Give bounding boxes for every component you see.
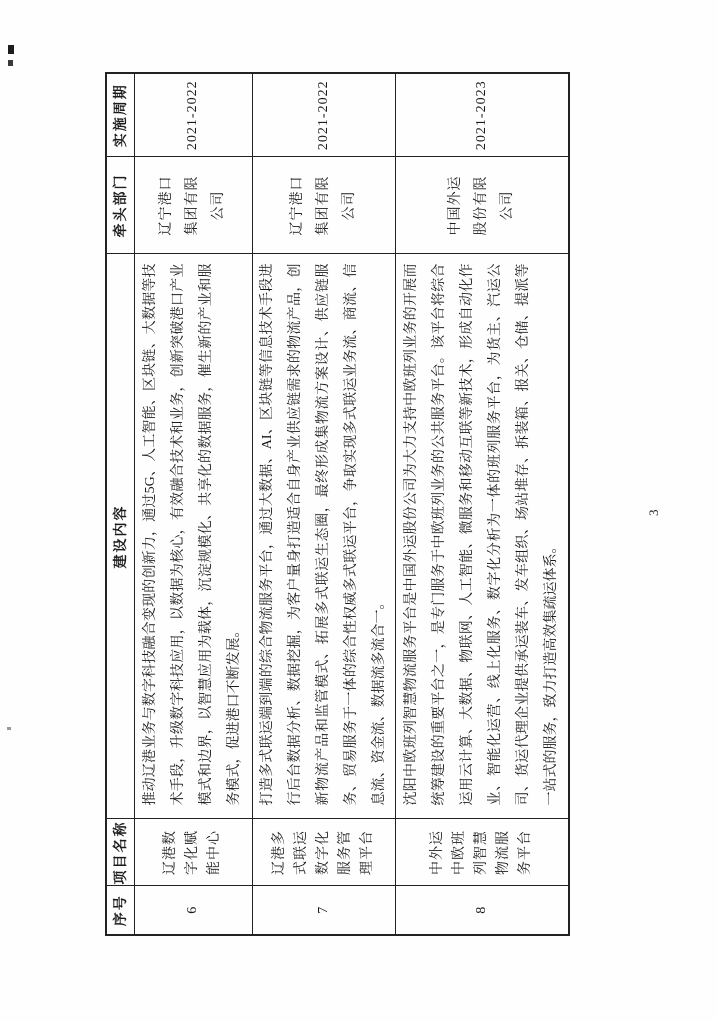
col-header-serial: 序号 [106, 886, 134, 935]
cell-lead-department: 辽宁港口集团有限公司 [252, 157, 395, 254]
cell-period: 2021-2023 [395, 73, 569, 157]
col-header-construction-content: 建设内容 [106, 254, 134, 819]
cell-construction-content: 打造多式联运端到端的综合物流服务平台，通过大数据、AI、区块链等信息技术手段进行后台数据分析、数据挖掘，为客户量身打造适合自身产业供应链需求的物流产品，创新物流产品和监管模式、拓展多式联运生态圈，最终形成集物流方案设计、供应链服务、贸易服务于一体的综合性权威多式联运平台，争取实现多式联运业务流、商流、信息流、资金流、数据流多流合一。 [252, 254, 395, 819]
project-plan-table [105, 72, 570, 936]
cell-serial: 8 [395, 886, 569, 935]
cell-lead-department: 辽宁港口集团有限公司 [134, 157, 252, 254]
table-row [395, 73, 569, 935]
cell-project-name: 辽港数字化赋能中心 [134, 819, 252, 886]
cell-period: 2021-2022 [252, 73, 395, 157]
col-header-period: 实施周期 [106, 73, 134, 157]
cell-construction-content: 沈阳中欧班列智慧物流服务平台是中国外运股份公司为大力支持中欧班列业务的开展而统筹建设的重要平台之一，是专门服务于中欧班列业务的公共服务平台。该平台将综合运用云计算、大数据、物联网、人工智能、微服务和移动互联等新技术，形成自动化作业、智能化运营、线上化服务、数字化分析为一体的班列服务平台，为货主、汽运公司、货运代理企业提供承运装车、发车组织、场站堆存、拆装箱、报关、仓储、提派等一站式的服务，致力打造高效集疏运体系。 [395, 254, 569, 819]
table-row [134, 73, 252, 935]
cell-period: 2021-2022 [134, 73, 252, 157]
cell-serial: 7 [252, 886, 395, 935]
col-header-lead-department: 牵头部门 [106, 157, 134, 254]
table-row [252, 73, 395, 935]
cell-project-name: 辽港多式联运数字化服务管理平台 [252, 819, 395, 886]
page-number: 3 [646, 509, 661, 516]
cell-lead-department: 中国外运股份有限公司 [395, 157, 569, 254]
table-header-row [106, 73, 134, 935]
cell-construction-content: 推动辽港业务与数字科技融合变现的创新力，通过5G、人工智能、区块链、大数据等技术手段，升级数字科技应用，以数据为核心，有效融合技术和业务，创新突破港口产业模式和边界，以智慧应用为载体，沉淀规模化、共享化的数据服务，催生新的产业和服务模式，促进港口不断发展。 [134, 254, 252, 819]
cell-serial: 6 [134, 886, 252, 935]
cell-project-name: 中外运中欧班列智慧物流服务平台 [395, 819, 569, 886]
col-header-project-name: 项目名称 [106, 819, 134, 886]
